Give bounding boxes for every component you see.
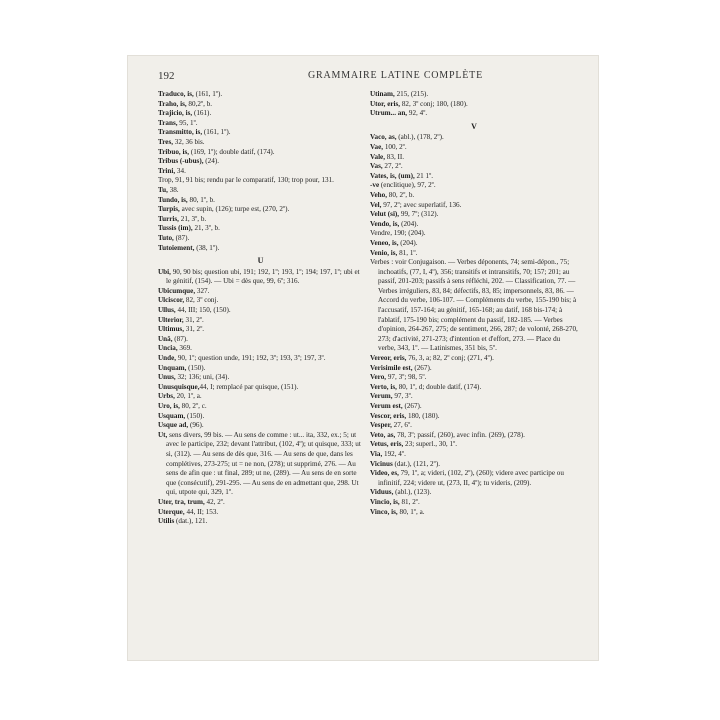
entry-headword: Vates, is, (um),	[370, 171, 415, 180]
entry-references: (enclitique), 97, 2º.	[379, 181, 436, 190]
entry-headword: Traduco, is,	[158, 90, 194, 98]
entry-references: 80, 1º, a.	[397, 507, 425, 516]
entry-headword: Verisimile est,	[370, 363, 413, 372]
entry-headword: Unus,	[158, 373, 176, 382]
entry-references: (161, 1º).	[202, 128, 231, 137]
index-entry	[370, 162, 578, 172]
section-letter-v: V	[471, 121, 477, 131]
entry-headword: Uncia,	[158, 344, 178, 353]
entry-references: (267).	[402, 402, 422, 410]
entry-headword: Trajicio, is,	[158, 109, 193, 118]
entry-references: sens divers, 99 bis. — Au sens de comme : ut... ita, 332, ex.; 5; ut avec le participe, 232; devant l'attribut, (102, 4º); ut quisque, 333; ut si, (312). — Au sens de dès que, 316. — Au sens de que, dans les complétives, 273-275; ut = ne non, (278); ut supprimé, 276. — Au sens de afin que : ut final, 289; ut ne, (289). — Au sens de en sorte que (consécutif), 291-295. — Au sens de en admettant que, 298. Ut qui, utpote qui, 329, 1º.	[166, 430, 361, 497]
entry-references: (161, 1º).	[193, 90, 223, 98]
entry-references: 97, 3º.	[392, 392, 413, 401]
entry-headword: Trans,	[158, 118, 178, 127]
entry-headword: Vero,	[370, 373, 387, 382]
index-entry	[370, 498, 578, 508]
index-entry	[370, 133, 578, 143]
entry-headword: Utinam,	[370, 90, 395, 98]
entry-references: 44, II; 153.	[184, 507, 219, 516]
index-entry	[158, 109, 363, 119]
entry-references: (24).	[203, 157, 219, 166]
index-entry	[370, 258, 578, 354]
entry-headword: Unde,	[158, 354, 177, 363]
index-entry	[370, 249, 578, 259]
entry-headword: Usque ad,	[158, 421, 189, 430]
index-entry	[158, 517, 363, 527]
index-entry	[370, 201, 578, 211]
index-entry	[370, 181, 578, 191]
entry-headword: Tribus (-ubus),	[158, 157, 204, 166]
entry-references: (161).	[192, 109, 212, 118]
entry-references: 21 1º.	[414, 171, 434, 180]
entry-references: 180, (180).	[406, 411, 440, 420]
index-entry	[370, 220, 578, 230]
section-letter-u: U	[257, 256, 264, 266]
entry-references: 82, 3º conj; 180, (180).	[400, 99, 468, 108]
entry-references: 32, 36 bis.	[173, 137, 205, 146]
entry-headword: Tres,	[158, 137, 174, 146]
entry-headword: Transmitto, is,	[158, 128, 203, 137]
book-page	[128, 56, 598, 660]
entry-references: 81, 1º.	[397, 248, 418, 257]
entry-headword: Unusquisque,	[158, 382, 200, 391]
index-entry	[158, 148, 363, 158]
entry-references: (dat.), (121, 2º).	[392, 459, 440, 468]
entry-headword: Vereor, eris,	[370, 354, 407, 363]
entry-references: Trop, 91, 91 bis; rendu par le comparatif, 130; trop pour, 131.	[158, 176, 334, 185]
entry-headword: Uterque,	[158, 507, 185, 516]
entry-headword: Verum,	[370, 392, 393, 401]
entry-references: 327.	[195, 286, 210, 295]
entry-headword: Veho,	[370, 190, 387, 199]
index-entry	[158, 90, 363, 100]
index-entry	[158, 119, 363, 129]
entry-references: 31, 2º.	[184, 325, 205, 334]
entry-headword: Urbs,	[158, 392, 175, 401]
index-entry	[158, 138, 363, 148]
entry-headword: Tribuo, is,	[158, 147, 190, 156]
index-entry	[370, 412, 578, 422]
index-entry	[370, 431, 578, 441]
entry-references: (abl.), (123).	[393, 488, 432, 497]
entry-headword: Usquam,	[158, 411, 186, 420]
index-entry	[158, 100, 363, 110]
index-entry	[158, 498, 363, 508]
index-entry	[158, 186, 363, 196]
entry-references: (abl.), (178, 2º).	[396, 133, 444, 142]
entry-references: (87).	[172, 334, 188, 343]
index-entry	[370, 90, 578, 100]
index-entry	[370, 440, 578, 450]
entry-references: 83, II.	[385, 152, 405, 161]
entry-references: 44, I; remplacé par quisque, (151).	[199, 382, 299, 391]
entry-headword: Unâ,	[158, 334, 173, 343]
index-entry	[158, 176, 363, 186]
entry-references: 21, 3º, b.	[192, 224, 220, 233]
index-entry	[370, 488, 578, 498]
entry-references: 42, 2º.	[204, 497, 225, 506]
page-header	[158, 70, 578, 86]
index-entry	[370, 469, 578, 488]
entry-references: 81, 2º.	[399, 497, 420, 506]
entry-references: 92, 4º.	[407, 109, 428, 118]
index-entry	[158, 431, 363, 498]
entry-references: 99, 7º; (312).	[399, 210, 439, 219]
index-entry	[158, 167, 363, 177]
entry-headword: Turpis,	[158, 205, 180, 214]
entry-headword: Ut,	[158, 430, 168, 439]
entry-references: Verbes : voir Conjugaison. — Verbes déponents, 74; semi-dépon., 75; inchoatifs, (77, I, 4º), 356; transitifs et intransitifs, 70; 157; 201; au passif, 201-203; passifs à sens réfléchi, 202. — Classification, 77. — Verbes irréguliers, 83, 84; défectifs, 83, 85; impersonnels, 83, 86. — Accord du verbe, 106-107. — Compléments du verbe, 155-190 bis; à l'accusatif, 157-164; au génitif, 165-168; au datif, 168 bis-174; à l'ablatif, 175-190 bis; complément du passif, 182-185. — Verbes d'opinion, 264-267, 275; de sentiment, 266, 287; de volonté, 268-270, 273; d'activité, 271-273; d'intention et d'effort, 273. — Place du verbe, 343, 1º. — Latinismes, 351 bis, 5º.	[370, 258, 578, 353]
index-entry	[370, 109, 578, 119]
index-entry	[370, 239, 578, 249]
entry-references: 80, 2º, c.	[179, 402, 207, 410]
index-entry	[370, 210, 578, 220]
index-entry	[370, 364, 578, 374]
index-entry	[370, 172, 578, 182]
index-entry	[370, 402, 578, 412]
entry-references: (204).	[398, 238, 418, 247]
entry-headword: Vicinus	[370, 459, 393, 468]
entry-references: avec supin, (126); turpe est, (270, 2º).	[179, 205, 290, 214]
index-entry	[158, 373, 363, 383]
entry-references: 90, 1º; question unde, 191; 192, 3º; 193, 3º; 197, 3º.	[176, 354, 326, 363]
entry-headword: Utilis	[158, 517, 175, 526]
entry-references: 44, III; 150, (150).	[175, 306, 231, 315]
entry-headword: Verum est,	[370, 402, 403, 410]
page-number: 192	[158, 70, 175, 82]
index-entry	[158, 354, 363, 364]
entry-headword: Vale,	[370, 152, 386, 161]
index-entry	[370, 383, 578, 393]
index-entry	[158, 335, 363, 345]
index-entry	[370, 191, 578, 201]
entry-references: 21, 3º, b.	[178, 214, 207, 223]
entry-headword: Vetus, eris,	[370, 440, 404, 449]
index-entry	[158, 287, 363, 297]
entry-references: 27, 6º.	[391, 421, 412, 430]
entry-references: 80, 2º, b.	[387, 190, 415, 199]
entry-headword: Ulterior,	[158, 315, 184, 324]
index-entry	[158, 316, 363, 326]
entry-headword: Vendo, is,	[370, 219, 400, 228]
entry-references: 100, 2º.	[383, 142, 407, 151]
entry-references: (169, 1º); double datif, (174).	[189, 147, 275, 156]
index-entry	[158, 383, 363, 393]
index-entry	[158, 224, 363, 234]
entry-references: 27, 2º.	[382, 162, 403, 171]
entry-headword: Vescor, eris,	[370, 411, 407, 420]
entry-headword: Vesper,	[370, 421, 392, 430]
entry-references: 78, 3º; passif, (260), avec infin. (269), (278).	[395, 430, 525, 439]
entry-references: Vendre, 190; (204).	[370, 229, 426, 238]
entry-references: 32; 136; uni, (34).	[175, 373, 230, 382]
entry-headword: Via,	[370, 449, 383, 458]
entry-headword: Traho, is,	[158, 99, 187, 108]
index-entry	[158, 325, 363, 335]
index-entry	[370, 373, 578, 383]
index-column-right	[370, 90, 578, 517]
entry-headword: Video, es,	[370, 469, 399, 478]
entry-headword: Vel,	[370, 200, 382, 209]
index-entry	[158, 508, 363, 518]
entry-references: 80, 1º, d; double datif, (174).	[396, 382, 482, 391]
index-entry	[370, 153, 578, 163]
entry-references: (dat.), 121.	[174, 517, 208, 526]
entry-headword: Vincio, is,	[370, 497, 400, 506]
entry-references: 82, 3º conj.	[184, 296, 219, 305]
entry-references: 369.	[177, 344, 192, 353]
index-entry	[370, 421, 578, 431]
index-entry	[370, 100, 578, 110]
index-entry	[158, 244, 363, 254]
entry-references: 23; superl., 30, 1º.	[403, 440, 458, 449]
entry-references: (204).	[399, 219, 419, 228]
entry-headword: Utor, eris,	[370, 99, 401, 108]
entry-headword: Veneo, is,	[370, 238, 399, 247]
index-entry	[370, 460, 578, 470]
entry-headword: Ulciscor,	[158, 296, 185, 305]
entry-headword: Velut (si),	[370, 210, 400, 219]
index-entry	[158, 234, 363, 244]
index-entry	[370, 450, 578, 460]
entry-headword: Tuto,	[158, 233, 174, 242]
index-entry	[158, 364, 363, 374]
entry-headword: Verto, is,	[370, 382, 397, 391]
entry-headword: Tu,	[158, 185, 168, 194]
entry-references: 38.	[167, 185, 179, 194]
index-entry	[158, 157, 363, 167]
entry-references: 90, 90 bis; question ubi, 191; 192, 1º; 193, 1º; 194; 197, 1º; ubi et le génitif, (154). — Ubi = dès que, 99, 6º; 316.	[166, 267, 360, 286]
index-entry	[370, 392, 578, 402]
index-entry	[158, 344, 363, 354]
entry-references: 79, 1º, a; videri, (102, 2º), (260); videre avec participe ou infinitif, 224; videre ut, (273, II, 4º); tu videris, (209).	[378, 469, 564, 487]
index-entry	[370, 229, 578, 239]
entry-headword: Trini,	[158, 166, 176, 175]
entry-headword: Vae,	[370, 142, 384, 151]
index-entry	[158, 128, 363, 138]
entry-headword: Turris,	[158, 214, 179, 223]
index-entry	[158, 402, 363, 412]
entry-headword: Tutoiement,	[158, 243, 195, 252]
entry-references: 31, 2º.	[183, 315, 204, 324]
index-entry	[158, 196, 363, 206]
index-entry	[158, 205, 363, 215]
entry-references: 192, 4º.	[382, 449, 406, 458]
entry-headword: Venio, is,	[370, 248, 398, 257]
index-entry	[158, 412, 363, 422]
entry-headword: Utrum... an,	[370, 109, 408, 118]
entry-headword: Vas,	[370, 162, 383, 171]
entry-headword: Vaco, as,	[370, 133, 397, 142]
index-entry	[158, 392, 363, 402]
entry-references: (267).	[412, 363, 432, 372]
entry-references: (150).	[185, 411, 205, 420]
entry-references: 97, 3º; 98, 5º.	[386, 373, 427, 382]
entry-headword: Ubicumque,	[158, 286, 196, 295]
index-entry	[370, 508, 578, 518]
entry-headword: Veto, as,	[370, 430, 396, 439]
entry-headword: Uro, is,	[158, 402, 180, 410]
entry-headword: Ultimus,	[158, 325, 184, 334]
index-column-left	[158, 90, 363, 527]
entry-references: (38, 1º).	[194, 243, 220, 252]
entry-references: 97, 2º; avec superlatif, 136.	[381, 200, 462, 209]
entry-references: (96).	[188, 421, 204, 430]
index-entry	[158, 306, 363, 316]
entry-references: 34.	[175, 166, 186, 175]
index-entry	[158, 296, 363, 306]
running-title: GRAMMAIRE LATINE COMPLÈTE	[308, 70, 483, 81]
index-entry	[158, 421, 363, 431]
index-entry	[370, 354, 578, 364]
entry-references: 20, 1º, a.	[174, 392, 202, 401]
entry-references: (150).	[186, 363, 206, 372]
entry-headword: Unquam,	[158, 363, 187, 372]
entry-headword: Viduus,	[370, 488, 394, 497]
entry-headword: Vinco, is,	[370, 507, 398, 516]
entry-references: (87).	[173, 233, 190, 242]
entry-references: 95, 1º.	[177, 118, 198, 127]
entry-headword: Ubi,	[158, 267, 171, 276]
entry-headword: Ullus,	[158, 306, 176, 315]
entry-headword: Tussis (im),	[158, 224, 193, 233]
entry-references: 80,2º, b.	[186, 99, 213, 108]
index-entry	[370, 143, 578, 153]
entry-references: 76, 3, a; 82, 2º conj; (271, 4º).	[406, 354, 494, 363]
entry-references: 215, (215).	[394, 90, 429, 98]
entry-headword: -ve	[370, 181, 380, 190]
entry-headword: Uter, tra, trum,	[158, 497, 205, 506]
entry-references: 80, 1º, b.	[187, 195, 215, 204]
index-entry	[158, 215, 363, 225]
entry-headword: Tundo, is,	[158, 195, 188, 204]
index-entry	[158, 268, 363, 287]
